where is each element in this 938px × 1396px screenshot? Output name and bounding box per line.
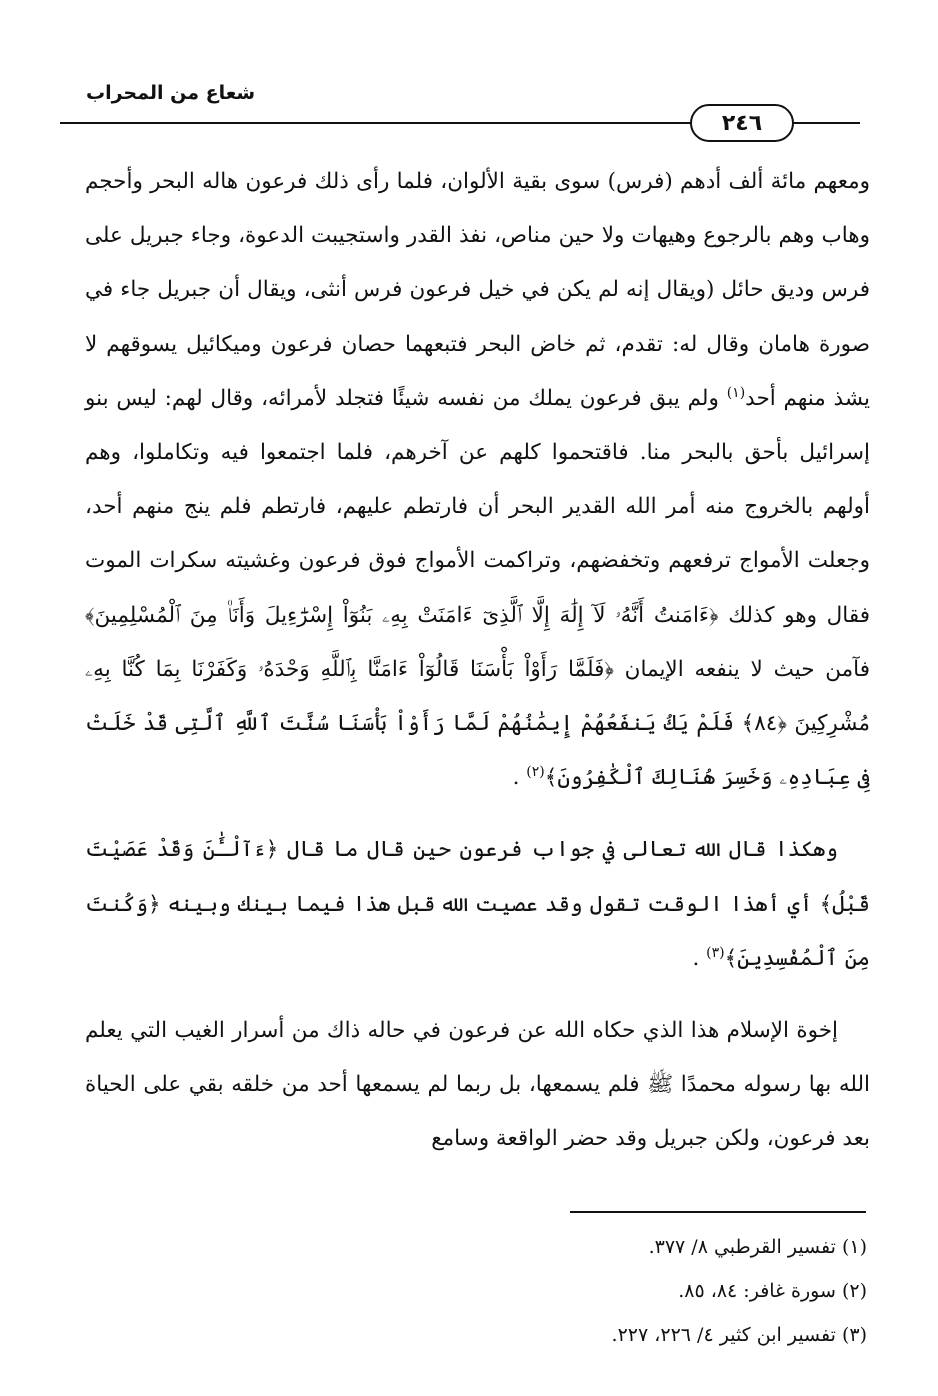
page-number: ٢٤٦ (690, 104, 794, 142)
paragraph-3-text: إخوة الإسلام هذا الذي حكاه الله عن فرعون في حاله ذاك من أسرار الغيب التي يعلم الله بها رسوله محمدًا ﷺ فلم يسمعها، بل ربما لم يسمعها أحد من خلقه بقي على الحياة بعد فرعون، ولكن جبريل وقد حضر الواقعة وسامع (85, 1018, 870, 1152)
body-text (85, 155, 870, 1167)
book-title: شعاع من المحراب (86, 82, 256, 104)
paragraph-2-tail: . (692, 945, 707, 971)
paragraph-1-text-cont: ولم يبق فرعون يملك من نفسه شيئًا فتجلد لأمرائه، وقال لهم: ليس بنو إسرائيل بأحق بالبحر منا. فاقتحموا كلهم عن آخرهم، فلما اجتمعوا فيه وتكاملوا، وهم أولهم بالخروج منه أمر الله القدير البحر أن فارتطم عليهم، فارتطم فلم ينج منهم أحد، وجعلت الأمواج ترفعهم وتخفضهم، وتراكمت الأمواج فوق فرعون وغشيته سكرات الموت فقال وهو كذلك ﴿ءَامَنتُ أَنَّهُۥ لَآ إِلَٰهَ إِلَّا ٱلَّذِىٓ ءَامَنَتْ بِهِۦ بَنُوٓاْ إِسْرَٰٓءِيلَ وَأَنَا۠ مِنَ ٱلْمُسْلِمِينَ﴾ فآمن حيث لا ينفعه الإيمان ﴿فَلَمَّا رَأَوْاْ بَأْسَنَا قَالُوٓاْ ءَامَنَّا بِٱللَّهِ وَحْدَهُۥ وَكَفَرْنَا بِمَا كُنَّا بِهِۦ مُشْرِكِينَ ﴿٨٤﴾ فَلَمْ يَكُ يَنفَعُهُمْ إِيمَٰنُهُمْ لَمَّا رَأَوْاْ بَأْسَنَا سُنَّتَ ٱللَّهِ ٱلَّتِى قَدْ خَلَتْ فِى عِبَادِهِۦ وَخَسِرَ هُنَالِكَ ٱلْكَٰفِرُونَ﴾ (85, 385, 870, 791)
paragraph-1-tail: . (512, 765, 527, 791)
paragraph-1 (85, 155, 870, 805)
footnote-ref-2: (٢) (526, 764, 545, 781)
page-header (60, 82, 860, 142)
footnotes (85, 1225, 867, 1357)
footnote-1: (١) تفسير القرطبي ٨/ ٣٧٧. (648, 1236, 867, 1258)
paragraph-2-text: وهكذا قال الله تعالى في جواب فرعون حين قال ما قال ﴿ءَآلْـَٰٔنَ وَقَدْ عَصَيْتَ قَبْلُ﴾ أي أهذا الوقت تقول وقد عصيت الله قبل هذا فيما بينك وبينه ﴿وَكُنتَ مِنَ ٱلْمُفْسِدِينَ﴾ (85, 837, 870, 971)
paragraph-2 (85, 823, 870, 986)
footnote-ref-1: (١) (726, 384, 746, 401)
footnote-3: (٣) تفسير ابن كثير ٤/ ٢٢٦، ٢٢٧. (611, 1324, 867, 1346)
footnote-ref-3: (٣) (706, 944, 725, 961)
footnote-2: (٢) سورة غافر: ٨٤، ٨٥. (678, 1280, 867, 1302)
footnote-rule (570, 1211, 866, 1213)
paragraph-1-text: ومعهم مائة ألف أدهم (فرس) سوى بقية الألوان، فلما رأى ذلك فرعون هاله البحر وأحجم وهاب وهم بالرجوع وهيهات ولا حين مناص، نفذ القدر واستجيبت الدعوة، وجاء جبريل على فرس وديق حائل (ويقال إنه لم يكن في خيل فرعون فرس أنثى، ويقال أن جبريل جاء في صورة هامان وقال له: تقدم، ثم خاض البحر فتبعهما حصان فرعون وميكائيل يسوقهم لا يشذ منهم أحد (85, 169, 871, 411)
paragraph-3 (85, 1004, 870, 1167)
